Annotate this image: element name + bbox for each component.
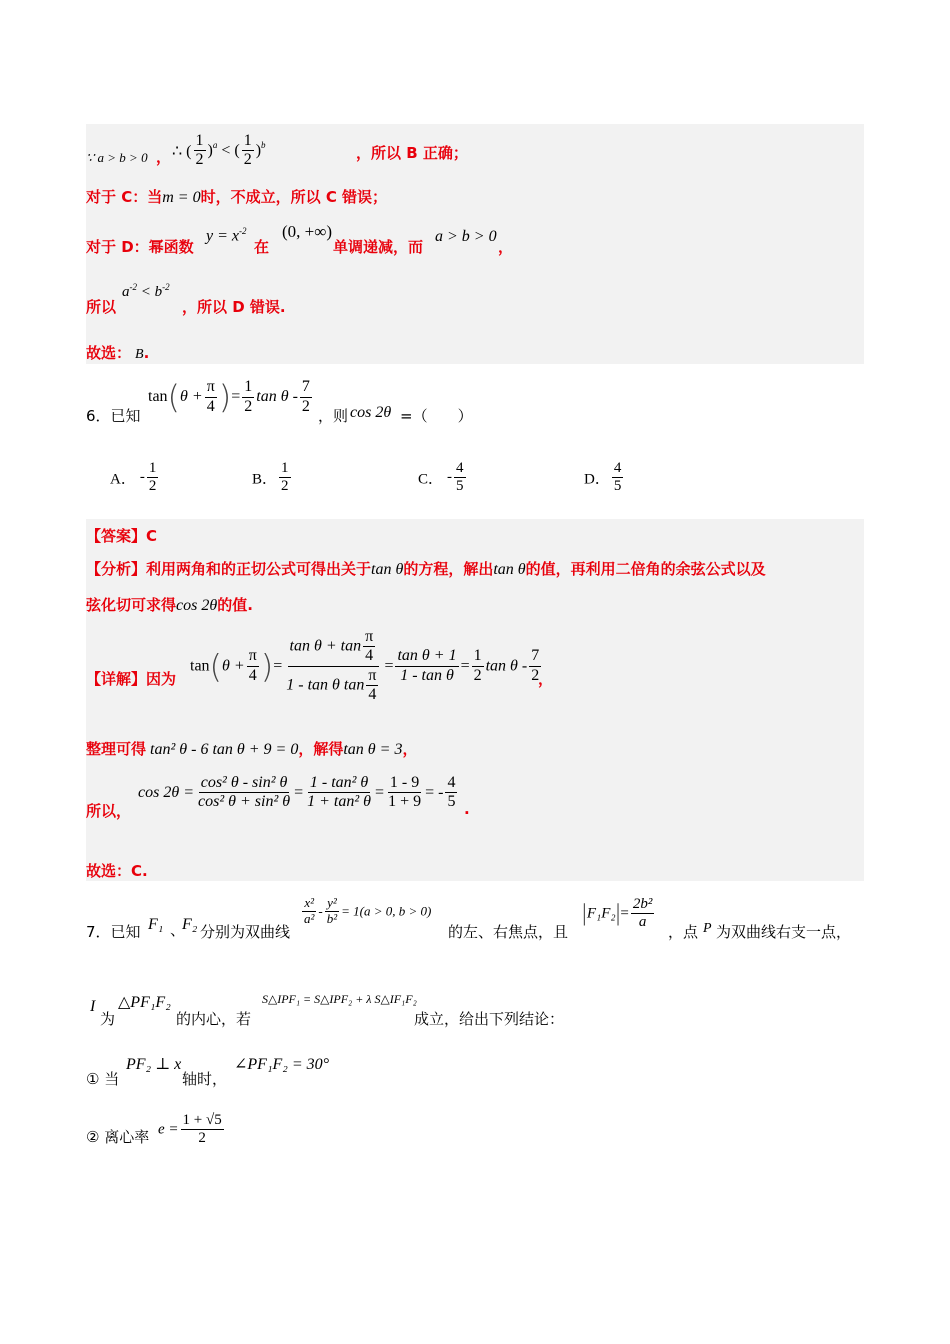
expr-part: < ( xyxy=(221,141,240,159)
option-a[interactable] xyxy=(110,460,160,496)
equals-neg: = - xyxy=(425,783,444,801)
quadratic-expr: tan² θ - 6 tan θ + 9 = 0 xyxy=(150,741,299,758)
answer-label: 【答案】C xyxy=(86,527,158,545)
frac-den: 2 xyxy=(198,1130,206,1147)
frac-num: 1 xyxy=(194,132,206,151)
expr-part: ) xyxy=(207,141,213,159)
then-text: ，则 xyxy=(318,407,349,425)
cos2theta: cos 2θ xyxy=(350,404,392,421)
frac-num: 1 - tan² θ xyxy=(308,774,370,793)
frac-num: 4 xyxy=(612,460,624,478)
line-prefix: 对于 C：当 xyxy=(86,188,163,206)
analysis-text: 弦化切可求得 xyxy=(86,596,177,614)
expr-lt: < b xyxy=(137,284,163,300)
frac-den: 1 - tan θ xyxy=(400,666,454,684)
den-text: 1 - tan θ tan xyxy=(286,676,365,694)
frac-den: 2 xyxy=(243,151,252,169)
frac-num: 1 - 9 xyxy=(388,774,421,793)
frac-num: 7 xyxy=(300,378,312,397)
choose-line-q6 xyxy=(86,860,870,881)
function-exponent: -2 xyxy=(239,226,247,236)
frac-den: 2 xyxy=(473,666,482,684)
hyperbola-condition: = 1(a > 0, b > 0) xyxy=(341,903,432,919)
perpendicular-expr: PF₂ ⊥ x xyxy=(126,1056,182,1073)
frac-den: a xyxy=(638,914,647,931)
conclusion-1 xyxy=(86,1050,870,1086)
theta-plus: θ + xyxy=(222,657,245,675)
in-text: 在 xyxy=(254,238,270,256)
conclusion-label: ① 当 xyxy=(86,1070,120,1088)
conclusion-label: ② 离心率 xyxy=(86,1128,150,1146)
exp: -2 xyxy=(129,282,137,292)
frac-den: 4 xyxy=(368,686,377,704)
analysis-text: 的值，再利用二倍角的余弦公式以及 xyxy=(525,560,766,578)
exponent-a: a xyxy=(212,140,218,151)
frac-den: 5 xyxy=(613,478,622,495)
mid-text: 单调递减，而 xyxy=(333,238,424,256)
simplify-prefix: 整理可得 xyxy=(86,740,147,758)
solution-line-d xyxy=(86,222,870,262)
line-prefix: 所以 xyxy=(86,298,117,316)
frac-den: 2 xyxy=(195,151,204,169)
frac-den: 5 xyxy=(447,793,456,811)
hyperbola-equation xyxy=(300,896,431,927)
analysis-line-2 xyxy=(86,594,870,615)
incenter-i: I xyxy=(90,998,96,1015)
condition-expr: a > b > 0 xyxy=(435,228,497,245)
line-end: ， xyxy=(498,238,514,256)
question-6-stem xyxy=(86,372,870,428)
frac-num: π xyxy=(366,667,378,686)
theta-plus: θ + xyxy=(180,388,203,405)
analysis-math: tan θ xyxy=(371,561,404,578)
interval-expr: (0, +∞) xyxy=(282,222,333,241)
equals: = xyxy=(375,783,385,801)
separator: 、 xyxy=(170,921,186,939)
question-7-stem xyxy=(86,894,950,944)
exp: -2 xyxy=(162,282,170,292)
inequality-expr xyxy=(122,282,170,301)
frac-num: 1 + √5 xyxy=(181,1112,224,1130)
frac-num: 4 xyxy=(445,774,457,793)
equals: = xyxy=(273,657,283,675)
stem-text: 为双曲线右支一点， xyxy=(716,923,852,941)
option-d[interactable] xyxy=(584,460,625,496)
frac-num: 7 xyxy=(529,647,541,666)
simplify-line xyxy=(86,738,870,759)
expr-a: a xyxy=(122,284,130,300)
area-equation: S△IPF₁ = S△IPF₂ + λ S△IF₁F₂ xyxy=(262,992,417,1006)
num-text: tan θ + tan xyxy=(289,637,362,655)
question-number: 6．已知 xyxy=(86,407,141,425)
line-end: . xyxy=(143,344,150,362)
frac-den xyxy=(284,667,382,705)
detail-line xyxy=(86,628,870,712)
detail-label: 【详解】因为 xyxy=(86,670,177,688)
separator: ， xyxy=(156,148,172,166)
solution-line-d2 xyxy=(86,280,870,316)
frac-den: 1 + tan² θ xyxy=(307,793,372,811)
frac-den: a² xyxy=(304,910,315,926)
frac-num: π xyxy=(363,628,375,647)
frac-num: 1 xyxy=(147,460,159,478)
solution-line-b xyxy=(86,132,870,168)
frac-den: 4 xyxy=(365,647,374,665)
frac-den: b² xyxy=(326,910,338,926)
option-c[interactable] xyxy=(418,460,468,496)
conclusion-text: ，所以 D 错误. xyxy=(182,298,286,316)
frac-num: 1 xyxy=(279,460,291,478)
cos2theta-lhs: cos 2θ = xyxy=(138,783,194,801)
equals: = xyxy=(231,388,241,405)
option-label: C． xyxy=(418,471,444,488)
stem-text: 的内心，若 xyxy=(176,1010,252,1028)
choose-value: B xyxy=(135,347,144,362)
condition-expr: ∵ a > b > 0 xyxy=(86,150,148,165)
option-sign: - xyxy=(447,469,453,486)
frac-den: 1 + 9 xyxy=(388,793,422,811)
frac-den: cos² θ + sin² θ xyxy=(197,793,291,811)
analysis-text: 的值. xyxy=(217,596,253,614)
frac-num: tan θ + 1 xyxy=(395,647,458,666)
focus-f1: F₁ xyxy=(148,916,164,933)
cos2theta-derivation xyxy=(138,774,459,812)
frac-num: π xyxy=(205,378,217,397)
option-label: B． xyxy=(252,471,278,488)
right-paren: ) xyxy=(218,378,232,416)
expr-part: ) xyxy=(255,141,262,159)
stem-text: 为 xyxy=(100,1010,116,1028)
option-label: D． xyxy=(584,471,610,488)
conclusion-2 xyxy=(86,1112,870,1158)
angle-expr: ∠PF₁F₂ = 30° xyxy=(234,1056,330,1073)
triangle-pf1f2: △PF₁F₂ xyxy=(118,994,171,1011)
detail-equation xyxy=(190,628,543,705)
stem-text: 的左、右焦点，且 xyxy=(448,923,569,941)
frac-den: 4 xyxy=(248,666,257,684)
frac-num: cos² θ - sin² θ xyxy=(199,774,290,793)
frac-num: y² xyxy=(327,895,337,910)
focus-f2: F₂ xyxy=(182,916,198,933)
line-end: ， xyxy=(402,740,418,758)
answer-blank: =（ ） xyxy=(400,407,473,425)
abs-bar: | xyxy=(582,900,587,927)
frac-num: 1 xyxy=(242,378,254,397)
tan-result: tan θ = 3 xyxy=(343,741,403,758)
frac-num: 2b² xyxy=(631,896,655,914)
function-base: y = x xyxy=(206,227,239,245)
question-7-stem-2 xyxy=(86,986,870,1030)
equals: = xyxy=(294,783,304,801)
line-end: . xyxy=(464,800,470,818)
focal-distance-equation xyxy=(582,896,656,932)
frac-den: 2 xyxy=(148,478,157,495)
point-p: P xyxy=(703,921,712,936)
condition-expr: m = 0 xyxy=(162,189,201,206)
solve-text: ，解得 xyxy=(298,740,344,758)
frac-num: x² xyxy=(304,895,315,910)
eccentricity-lhs: e = xyxy=(158,1121,179,1138)
frac-den: 2 xyxy=(301,397,310,415)
solution-line-c xyxy=(86,186,870,210)
minus: - xyxy=(318,903,323,919)
therefore-label: 所以， xyxy=(86,802,132,820)
frac-num: 4 xyxy=(454,460,466,478)
tan-op: tan xyxy=(148,388,168,405)
choose-label: 故选： xyxy=(86,344,132,362)
analysis-text: 【分析】利用两角和的正切公式可得出关于 xyxy=(86,560,372,578)
therefore-line xyxy=(86,772,870,824)
expr-part: ∴ ( xyxy=(172,142,192,160)
exponent-b: b xyxy=(261,140,266,151)
frac-den: 2 xyxy=(244,397,253,415)
tan-op: tan xyxy=(190,657,210,675)
f1f2: F₁F₂ xyxy=(586,905,616,922)
frac-den: 2 xyxy=(531,666,540,684)
stem-text: 分别为双曲线 xyxy=(200,923,291,941)
function-expr xyxy=(206,226,247,245)
conclusion-text: 轴时， xyxy=(182,1070,228,1088)
right-paren: ) xyxy=(260,647,274,686)
frac-num: 1 xyxy=(242,132,254,151)
eccentricity-expr xyxy=(158,1112,226,1148)
left-paren: ( xyxy=(209,647,223,686)
answer-line xyxy=(86,525,870,546)
equals: = xyxy=(384,657,394,675)
choose-line-prev xyxy=(86,342,870,364)
power-comparison-expr xyxy=(172,132,266,170)
tan-theta-minus: tan θ - xyxy=(485,657,528,675)
analysis-text: 的方程，解出 xyxy=(403,560,494,578)
frac-den: 5 xyxy=(456,478,464,495)
abs-bar: | xyxy=(615,900,621,927)
frac-den: 4 xyxy=(206,397,215,415)
stem-text: 成立，给出下列结论： xyxy=(414,1010,565,1028)
given-equation xyxy=(148,378,314,416)
analysis-math: cos 2θ xyxy=(176,597,218,614)
option-label: A． xyxy=(110,471,136,488)
conclusion-text: 时，不成立，所以 C 错误； xyxy=(200,188,388,206)
left-paren: ( xyxy=(167,378,181,416)
option-b[interactable] xyxy=(252,460,293,496)
stem-text: ，点 xyxy=(668,923,699,941)
line-end: ， xyxy=(538,670,554,688)
tan-theta-minus: tan θ - xyxy=(256,388,298,405)
equals: = xyxy=(620,905,629,922)
analysis-line-1 xyxy=(86,558,870,579)
choose-label: 故选：C. xyxy=(86,862,148,880)
question-number: 7．已知 xyxy=(86,923,141,941)
frac-num: π xyxy=(247,647,259,666)
analysis-math: tan θ xyxy=(493,561,526,578)
line-prefix: 对于 D：幂函数 xyxy=(86,238,194,256)
conclusion-text: ，所以 B 正确； xyxy=(356,144,468,162)
option-sign: - xyxy=(139,469,145,486)
frac-num xyxy=(288,628,380,667)
frac-den: 2 xyxy=(281,478,289,495)
frac-num: 1 xyxy=(472,647,484,666)
equals: = xyxy=(460,657,470,675)
